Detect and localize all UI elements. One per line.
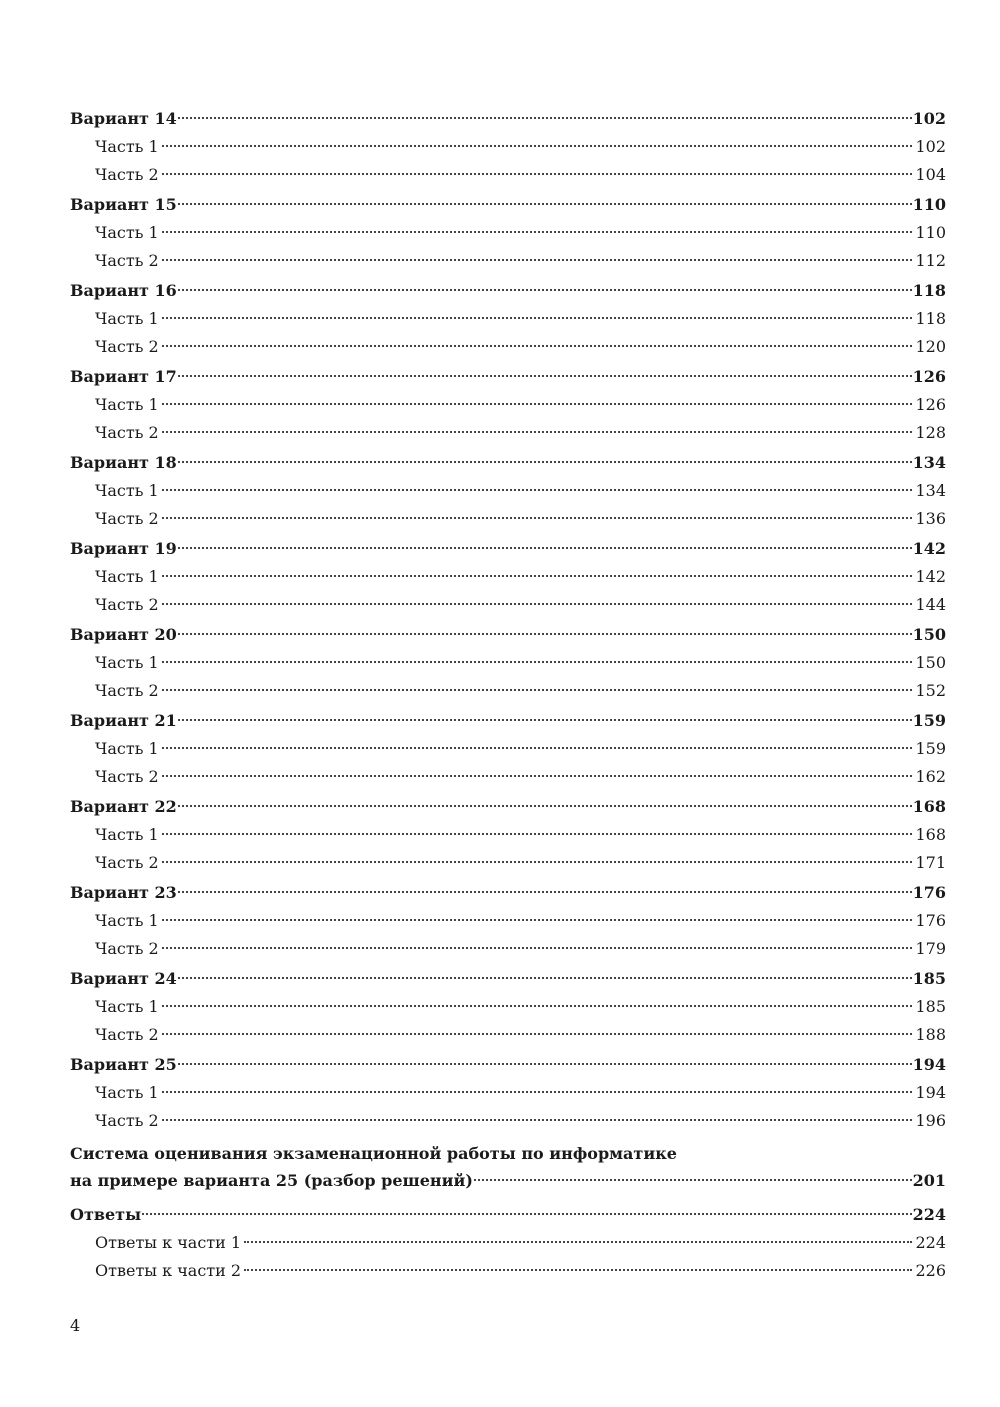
part-page-number: 128 <box>915 422 946 442</box>
answers-page-number: 224 <box>912 1205 946 1224</box>
dot-leader <box>178 633 912 635</box>
dot-leader <box>162 603 913 605</box>
toc-entry-variant[interactable] <box>70 363 946 391</box>
variant-title: Вариант 19 <box>70 539 177 558</box>
toc-entry-part[interactable] <box>70 591 946 619</box>
toc-entry-part[interactable] <box>70 161 946 189</box>
dot-leader <box>162 1091 913 1093</box>
dot-leader <box>162 403 913 405</box>
part-label: Часть 1 <box>95 1083 159 1102</box>
variant-page-number: 176 <box>912 883 946 902</box>
part-label: Часть 2 <box>95 508 159 528</box>
toc-entry-answers-part-1[interactable] <box>70 1229 946 1257</box>
dot-leader <box>162 1119 913 1121</box>
part-page-number: 102 <box>915 137 946 156</box>
dot-leader <box>178 891 912 893</box>
part-label: Часть 2 <box>95 1024 159 1044</box>
dot-leader <box>178 547 912 549</box>
toc-entry-variant[interactable] <box>70 535 946 563</box>
variant-page-number: 150 <box>912 625 946 644</box>
part-page-number: 134 <box>915 481 946 500</box>
toc-entry-variant[interactable] <box>70 105 946 133</box>
variant-title: Вариант 24 <box>70 969 177 988</box>
toc-entry-part[interactable] <box>70 849 946 877</box>
table-of-contents <box>70 105 946 1287</box>
toc-entry-part[interactable] <box>70 477 946 505</box>
toc-entry-part[interactable] <box>70 1079 946 1107</box>
part-label: Часть 1 <box>95 395 159 414</box>
variant-title: Вариант 22 <box>70 797 177 816</box>
part-page-number: 150 <box>915 653 946 672</box>
dot-leader <box>162 747 913 749</box>
dot-leader <box>162 689 913 691</box>
variant-page-number: 185 <box>912 969 946 988</box>
toc-section-variant <box>70 793 946 876</box>
part-page-number: 120 <box>915 336 946 356</box>
part-page-number: 104 <box>915 164 946 184</box>
part-page-number: 162 <box>915 766 946 786</box>
toc-entry-variant[interactable] <box>70 449 946 477</box>
variant-list <box>70 105 946 1134</box>
variant-page-number: 142 <box>912 539 946 558</box>
toc-section-variant <box>70 191 946 274</box>
variant-title: Вариант 21 <box>70 711 177 730</box>
toc-entry-part[interactable] <box>70 677 946 705</box>
page-number: 4 <box>70 1316 81 1335</box>
dot-leader <box>162 345 913 347</box>
part-label: Часть 1 <box>95 997 159 1016</box>
dot-leader <box>162 489 913 491</box>
part-label: Часть 2 <box>95 766 159 786</box>
dot-leader <box>178 289 912 291</box>
variant-page-number: 110 <box>912 195 946 214</box>
dot-leader <box>162 661 913 663</box>
variant-title: Вариант 23 <box>70 883 177 902</box>
part-label: Часть 2 <box>95 852 159 872</box>
variant-title: Вариант 20 <box>70 625 177 644</box>
variant-page-number: 159 <box>912 711 946 730</box>
variant-title: Вариант 15 <box>70 195 177 214</box>
toc-section-variant <box>70 105 946 188</box>
part-label: Часть 1 <box>95 309 159 328</box>
part-label: Часть 2 <box>95 336 159 356</box>
answers-part-label: Ответы к части 2 <box>95 1260 242 1280</box>
toc-entry-variant[interactable] <box>70 793 946 821</box>
grading-title-line2: на примере варианта 25 (разбор решений) <box>70 1171 473 1190</box>
toc-entry-variant[interactable] <box>70 621 946 649</box>
toc-entry-part[interactable] <box>70 505 946 533</box>
toc-entry-grading[interactable] <box>70 1140 946 1195</box>
variant-title: Вариант 17 <box>70 367 177 386</box>
toc-section-variant <box>70 707 946 790</box>
variant-page-number: 118 <box>912 281 946 300</box>
toc-entry-part[interactable] <box>70 993 946 1021</box>
grading-title-line1: Система оценивания экзаменационной работы по информатике <box>70 1144 677 1163</box>
toc-entry-variant[interactable] <box>70 879 946 907</box>
variant-title: Вариант 14 <box>70 109 177 128</box>
dot-leader <box>162 919 913 921</box>
dot-leader <box>178 375 912 377</box>
dot-leader <box>178 461 912 463</box>
part-page-number: 142 <box>915 567 946 586</box>
toc-entry-variant[interactable] <box>70 707 946 735</box>
dot-leader <box>162 431 913 433</box>
variant-page-number: 134 <box>912 453 946 472</box>
answers-title: Ответы <box>70 1205 142 1224</box>
part-label: Часть 1 <box>95 825 159 844</box>
dot-leader <box>162 861 913 863</box>
part-page-number: 159 <box>915 739 946 758</box>
part-page-number: 126 <box>915 395 946 414</box>
toc-section-variant <box>70 621 946 704</box>
toc-entry-part[interactable] <box>70 907 946 935</box>
toc-section-variant <box>70 879 946 962</box>
part-label: Часть 1 <box>95 223 159 242</box>
variant-page-number: 168 <box>912 797 946 816</box>
grading-title-line2-row <box>70 1167 946 1195</box>
toc-entry-variant[interactable] <box>70 965 946 993</box>
dot-leader <box>162 231 913 233</box>
toc-entry-part[interactable] <box>70 333 946 361</box>
dot-leader <box>142 1213 911 1215</box>
part-label: Часть 2 <box>95 938 159 958</box>
part-label: Часть 2 <box>95 594 159 614</box>
toc-section-variant <box>70 363 946 446</box>
part-page-number: 171 <box>915 852 946 872</box>
part-page-number: 168 <box>915 825 946 844</box>
part-page-number: 110 <box>915 223 946 242</box>
toc-entry-variant[interactable] <box>70 191 946 219</box>
toc-entry-variant[interactable] <box>70 277 946 305</box>
toc-entry-part[interactable] <box>70 419 946 447</box>
part-page-number: 196 <box>915 1110 946 1130</box>
dot-leader <box>162 145 913 147</box>
answers-part-label: Ответы к части 1 <box>95 1233 242 1252</box>
part-page-number: 112 <box>915 250 946 270</box>
part-label: Часть 1 <box>95 137 159 156</box>
part-label: Часть 1 <box>95 739 159 758</box>
dot-leader <box>162 575 913 577</box>
dot-leader <box>162 1005 913 1007</box>
dot-leader <box>244 1241 912 1243</box>
toc-entry-part[interactable] <box>70 935 946 963</box>
toc-entry-part[interactable] <box>70 133 946 161</box>
dot-leader <box>162 517 913 519</box>
part-page-number: 185 <box>915 997 946 1016</box>
part-page-number: 144 <box>915 594 946 614</box>
toc-entry-variant[interactable] <box>70 1051 946 1079</box>
toc-entry-answers-part-2[interactable] <box>70 1257 946 1285</box>
toc-entry-part[interactable] <box>70 563 946 591</box>
toc-entry-part[interactable] <box>70 1021 946 1049</box>
part-label: Часть 1 <box>95 481 159 500</box>
toc-entry-part[interactable] <box>70 735 946 763</box>
grading-page-number: 201 <box>912 1171 946 1190</box>
toc-entry-part[interactable] <box>70 1107 946 1135</box>
toc-entry-part[interactable] <box>70 305 946 333</box>
toc-entry-part[interactable] <box>70 391 946 419</box>
toc-section-variant <box>70 449 946 532</box>
part-page-number: 152 <box>915 680 946 700</box>
dot-leader <box>178 203 912 205</box>
dot-leader <box>162 1033 913 1035</box>
dot-leader <box>178 805 912 807</box>
part-page-number: 118 <box>915 309 946 328</box>
part-label: Часть 2 <box>95 250 159 270</box>
part-label: Часть 2 <box>95 422 159 442</box>
part-label: Часть 1 <box>95 567 159 586</box>
dot-leader <box>178 977 912 979</box>
dot-leader <box>178 719 912 721</box>
dot-leader <box>474 1179 912 1181</box>
part-page-number: 179 <box>915 938 946 958</box>
toc-section-variant <box>70 277 946 360</box>
variant-title: Вариант 25 <box>70 1055 177 1074</box>
part-label: Часть 2 <box>95 164 159 184</box>
dot-leader <box>162 259 913 261</box>
dot-leader <box>244 1269 912 1271</box>
variant-title: Вариант 18 <box>70 453 177 472</box>
toc-entry-part[interactable] <box>70 763 946 791</box>
toc-entry-part[interactable] <box>70 247 946 275</box>
part-label: Часть 2 <box>95 1110 159 1130</box>
answers-part-page-number: 224 <box>915 1233 946 1252</box>
toc-entry-part[interactable] <box>70 649 946 677</box>
toc-entry-part[interactable] <box>70 821 946 849</box>
toc-section-variant <box>70 1051 946 1134</box>
dot-leader <box>162 947 913 949</box>
part-label: Часть 1 <box>95 653 159 672</box>
dot-leader <box>162 775 913 777</box>
answers-part-page-number: 226 <box>915 1260 946 1280</box>
part-page-number: 188 <box>915 1024 946 1044</box>
variant-page-number: 102 <box>912 109 946 128</box>
dot-leader <box>178 1063 912 1065</box>
toc-section-variant <box>70 965 946 1048</box>
variant-page-number: 126 <box>912 367 946 386</box>
part-page-number: 136 <box>915 508 946 528</box>
part-label: Часть 1 <box>95 911 159 930</box>
variant-title: Вариант 16 <box>70 281 177 300</box>
dot-leader <box>162 317 913 319</box>
toc-entry-part[interactable] <box>70 219 946 247</box>
part-page-number: 194 <box>915 1083 946 1102</box>
dot-leader <box>178 117 912 119</box>
dot-leader <box>162 173 913 175</box>
toc-entry-answers[interactable] <box>70 1201 946 1229</box>
dot-leader <box>162 833 913 835</box>
part-label: Часть 2 <box>95 680 159 700</box>
toc-section-variant <box>70 535 946 618</box>
variant-page-number: 194 <box>912 1055 946 1074</box>
toc-section-answers <box>70 1201 946 1284</box>
part-page-number: 176 <box>915 911 946 930</box>
